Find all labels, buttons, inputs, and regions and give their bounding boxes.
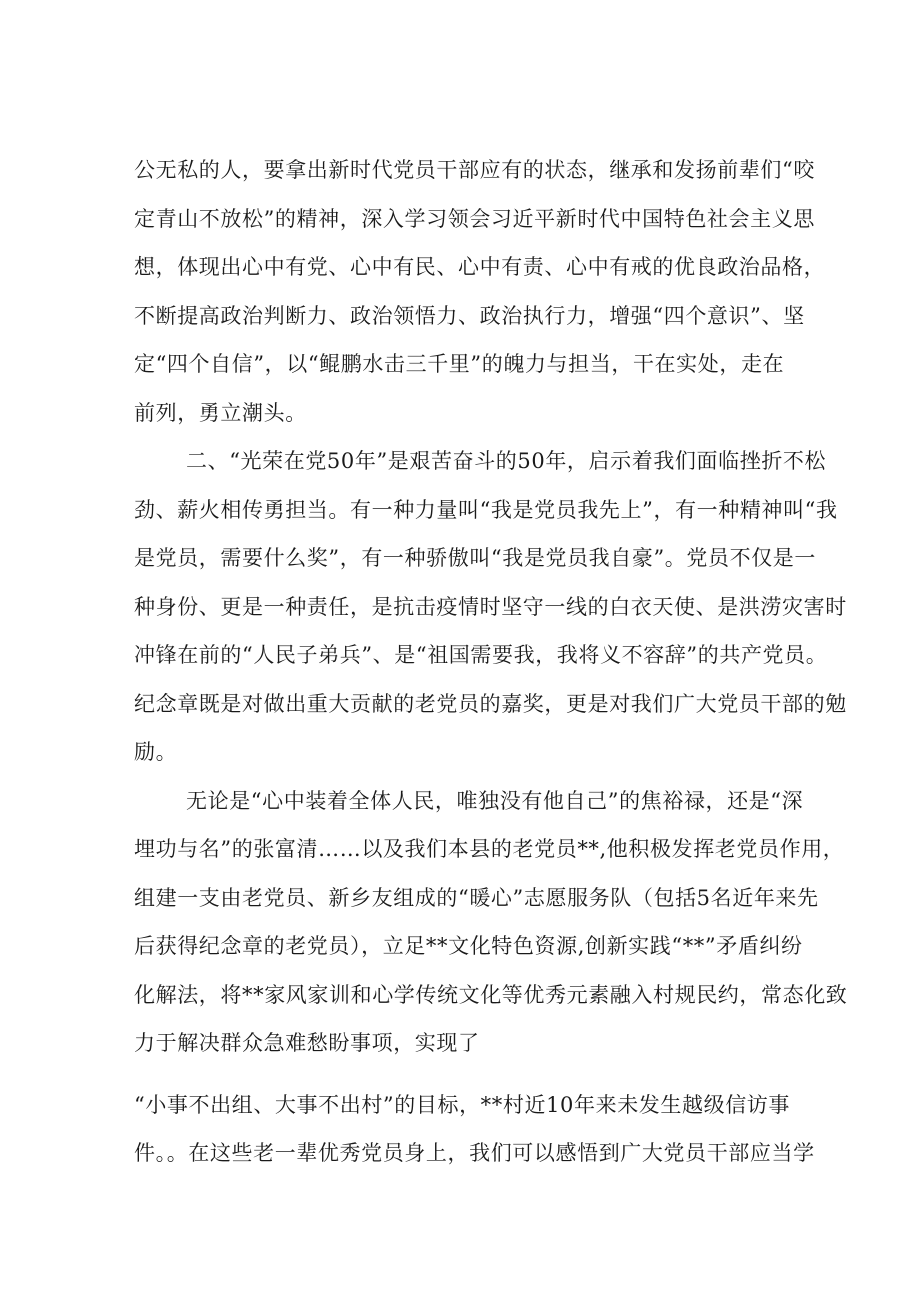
paragraph-2-line-4: 种身份、更是一种责任，是抗击疫情时坚守一线的白衣天使、是洪涝灾害时 (134, 595, 847, 619)
paragraph-2-line-3: 是党员，需要什么奖”，有一种骄傲叫“我是党员我自豪”。党员不仅是一 (134, 546, 817, 570)
paragraph-4-line-1: “小事不出组、大事不出村”的目标，**村近10年来未发生越级信访事 (134, 1093, 790, 1117)
paragraph-3-line-4: 后获得纪念章的老党员），立足**文化特色资源,创新实践“**”矛盾纠纷 (134, 934, 803, 958)
paragraph-1-line-5: 定“四个自信”，以“鲲鹏水击三千里”的魄力与担当，干在实处，走在 (134, 352, 785, 376)
paragraph-2-line-6: 纪念章既是对做出重大贡献的老党员的嘉奖，更是对我们广大党员干部的勉 (134, 692, 847, 716)
paragraph-2-line-7: 励。 (134, 740, 178, 764)
paragraph-3-line-5: 化解法，将**家风家训和心学传统文化等优秀元素融入村规民约，常态化致 (134, 983, 848, 1007)
paragraph-4-line-2: 件。。在这些老一辈优秀党员身上，我们可以感悟到广大党员干部应当学 (134, 1141, 815, 1165)
paragraph-1-line-2: 定青山不放松”的精神，深入学习领会习近平新时代中国特色社会主义思 (134, 207, 815, 231)
paragraph-1-line-3: 想，体现出心中有党、心中有民、心中有责、心中有戒的优良政治品格， (134, 255, 826, 279)
paragraph-3-line-2: 埋功与名”的张富清……以及我们本县的老党员**,他积极发挥老党员作用， (134, 837, 845, 861)
paragraph-1-line-1: 公无私的人，要拿出新时代党员干部应有的状态，继承和发扬前辈们“咬 (134, 158, 815, 182)
paragraph-1-line-4: 不断提高政治判断力、政治领悟力、政治执行力，增强“四个意识”、坚 (134, 304, 805, 328)
paragraph-2-line-1: 二、“光荣在党50年”是艰苦奋斗的50年，启示着我们面临挫折不松 (186, 449, 827, 473)
paragraph-3-line-1: 无论是“心中装着全体人民，唯独没有他自己”的焦裕禄，还是“深 (186, 789, 804, 813)
paragraph-2-line-2: 劲、薪火相传勇担当。有一种力量叫“我是党员我先上”，有一种精神叫“我 (134, 498, 838, 522)
paragraph-1-line-6: 前列，勇立潮头。 (134, 401, 307, 425)
paragraph-3-line-6: 力于解决群众急难愁盼事项，实现了 (134, 1031, 480, 1055)
paragraph-3-line-3: 组建一支由老党员、新乡友组成的“暖心”志愿服务队（包括5名近年来先 (134, 886, 819, 910)
paragraph-2-line-5: 冲锋在前的“人民子弟兵”、是“祖国需要我，我将义不容辞”的共产党员。 (134, 643, 828, 667)
